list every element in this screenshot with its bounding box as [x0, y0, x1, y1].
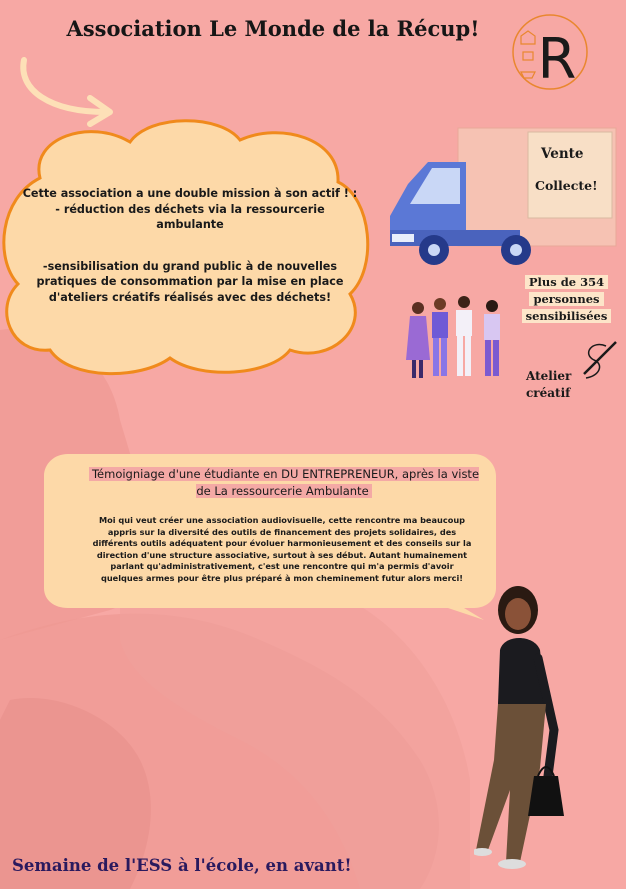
workshop-label — [526, 368, 596, 402]
group-of-people-illustration — [404, 294, 514, 386]
testimony-title-text: Témoigniage d'une étudiante en DU ENTREPRENEUR, après la viste de La ressourcerie Ambulante — [89, 467, 479, 498]
truck-label-sale: Vente — [541, 146, 584, 162]
testimony-body: Moi qui veut créer une association audiovisuelle, cette rencontre ma beaucoup appris sur la diversité des outils de financement des projets solidaires, des différents outils adéquatent pour évoluer harmonieusement et des conseils sur la direction d'une structure associative, surtout à ses début. Autant humainement parlant qu'administrativement, c'est une rencontre qui m'a permis d'avoir quelques armes pour être plus préparé à mon cheminement futur alors merci! — [92, 515, 472, 583]
truck-label-collect: Collecte! — [535, 178, 598, 193]
intro-line-2: - réduction des déchets via la ressourcerie ambulante — [55, 202, 325, 231]
truck-illustration — [388, 122, 618, 272]
intro-line-3: -sensibilisation du grand public à de nouvelles pratiques de consommation par la mise en place d'ateliers créatifs réalisés avec des déchets! — [36, 259, 344, 304]
walking-woman-illustration — [474, 580, 590, 870]
association-logo — [511, 12, 589, 92]
testimony-title — [84, 466, 484, 500]
workshop-line-2: créatif — [526, 386, 571, 400]
footer-slogan: Semaine de l'ESS à l'école, en avant! — [12, 856, 352, 875]
intro-text — [20, 186, 360, 305]
page-title: Association Le Monde de la Récup! — [66, 16, 480, 41]
stat-people-sensitized — [515, 274, 618, 325]
stat-line-3: sensibilisées — [522, 309, 612, 323]
workshop-line-1: Atelier — [526, 369, 572, 383]
intro-line-1: Cette association a une double mission à son actif ! : — [22, 187, 358, 200]
stat-line-1: Plus de 354 — [525, 275, 608, 289]
stat-line-2: personnes — [529, 292, 603, 306]
logo-letter: R — [537, 27, 577, 92]
